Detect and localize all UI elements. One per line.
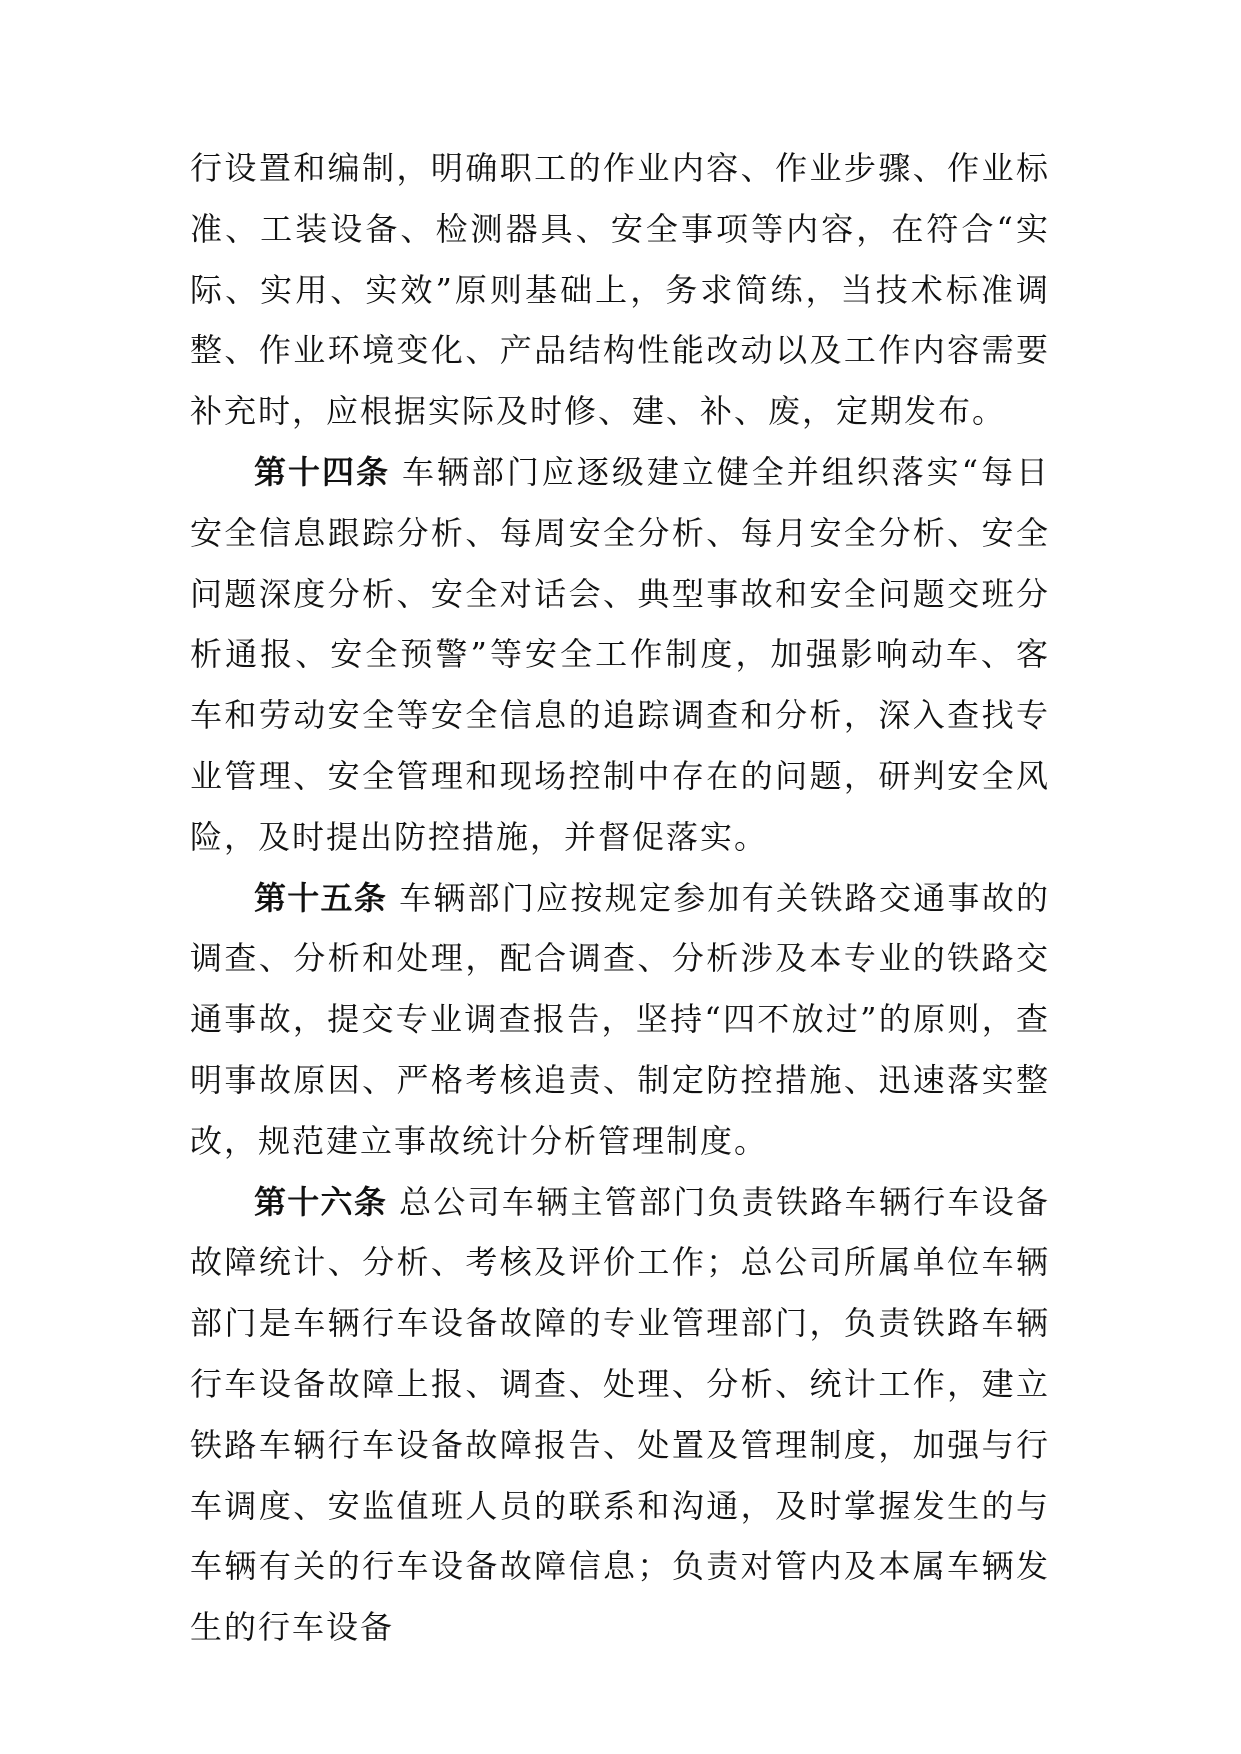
article-heading: 第十四条 — [254, 452, 390, 491]
paragraph-text: 行设置和编制，明确职工的作业内容、作业步骤、作业标准、工装设备、检测器具、安全事项等内容，在符合“实际、实用、实效”原则基础上，务求简练，当技术标准调整、作业环境变化、产品结构性能改动以及工作内容需要补充时，应根据实际及时修、建、补、废，定期发布。 — [190, 149, 1050, 431]
article-text: 车辆部门应按规定参加有关铁路交通事故的调查、分析和处理，配合调查、分析涉及本专业的铁路交通事故，提交专业调查报告，坚持“四不放过”的原则，查明事故原因、严格考核追责、制定防控措施、迅速落实整改，规范建立事故统计分析管理制度。 — [190, 878, 1050, 1160]
article-text: 车辆部门应逐级建立健全并组织落实“每日安全信息跟踪分析、每周安全分析、每月安全分析、安全问题深度分析、安全对话会、典型事故和安全问题交班分析通报、安全预警”等安全工作制度，加强影响动车、客车和劳动安全等安全信息的追踪调查和分析，深入查找专业管理、安全管理和现场控制中存在的问题，研判安全风险，及时提出防控措施，并督促落实。 — [190, 452, 1050, 856]
article-heading: 第十五条 — [254, 878, 388, 917]
article-14 — [190, 442, 1050, 868]
article-15 — [190, 868, 1050, 1172]
paragraph-continuation — [190, 138, 1050, 442]
article-heading: 第十六条 — [254, 1182, 388, 1221]
article-text: 总公司车辆主管部门负责铁路车辆行车设备故障统计、分析、考核及评价工作；总公司所属单位车辆部门是车辆行车设备故障的专业管理部门，负责铁路车辆行车设备故障上报、调查、处理、分析、统计工作，建立铁路车辆行车设备故障报告、处置及管理制度，加强与行车调度、安监值班人员的联系和沟通，及时掌握发生的与车辆有关的行车设备故障信息；负责对管内及本属车辆发生的行车设备 — [190, 1182, 1050, 1647]
article-16 — [190, 1172, 1050, 1658]
document-page — [190, 138, 1050, 1658]
